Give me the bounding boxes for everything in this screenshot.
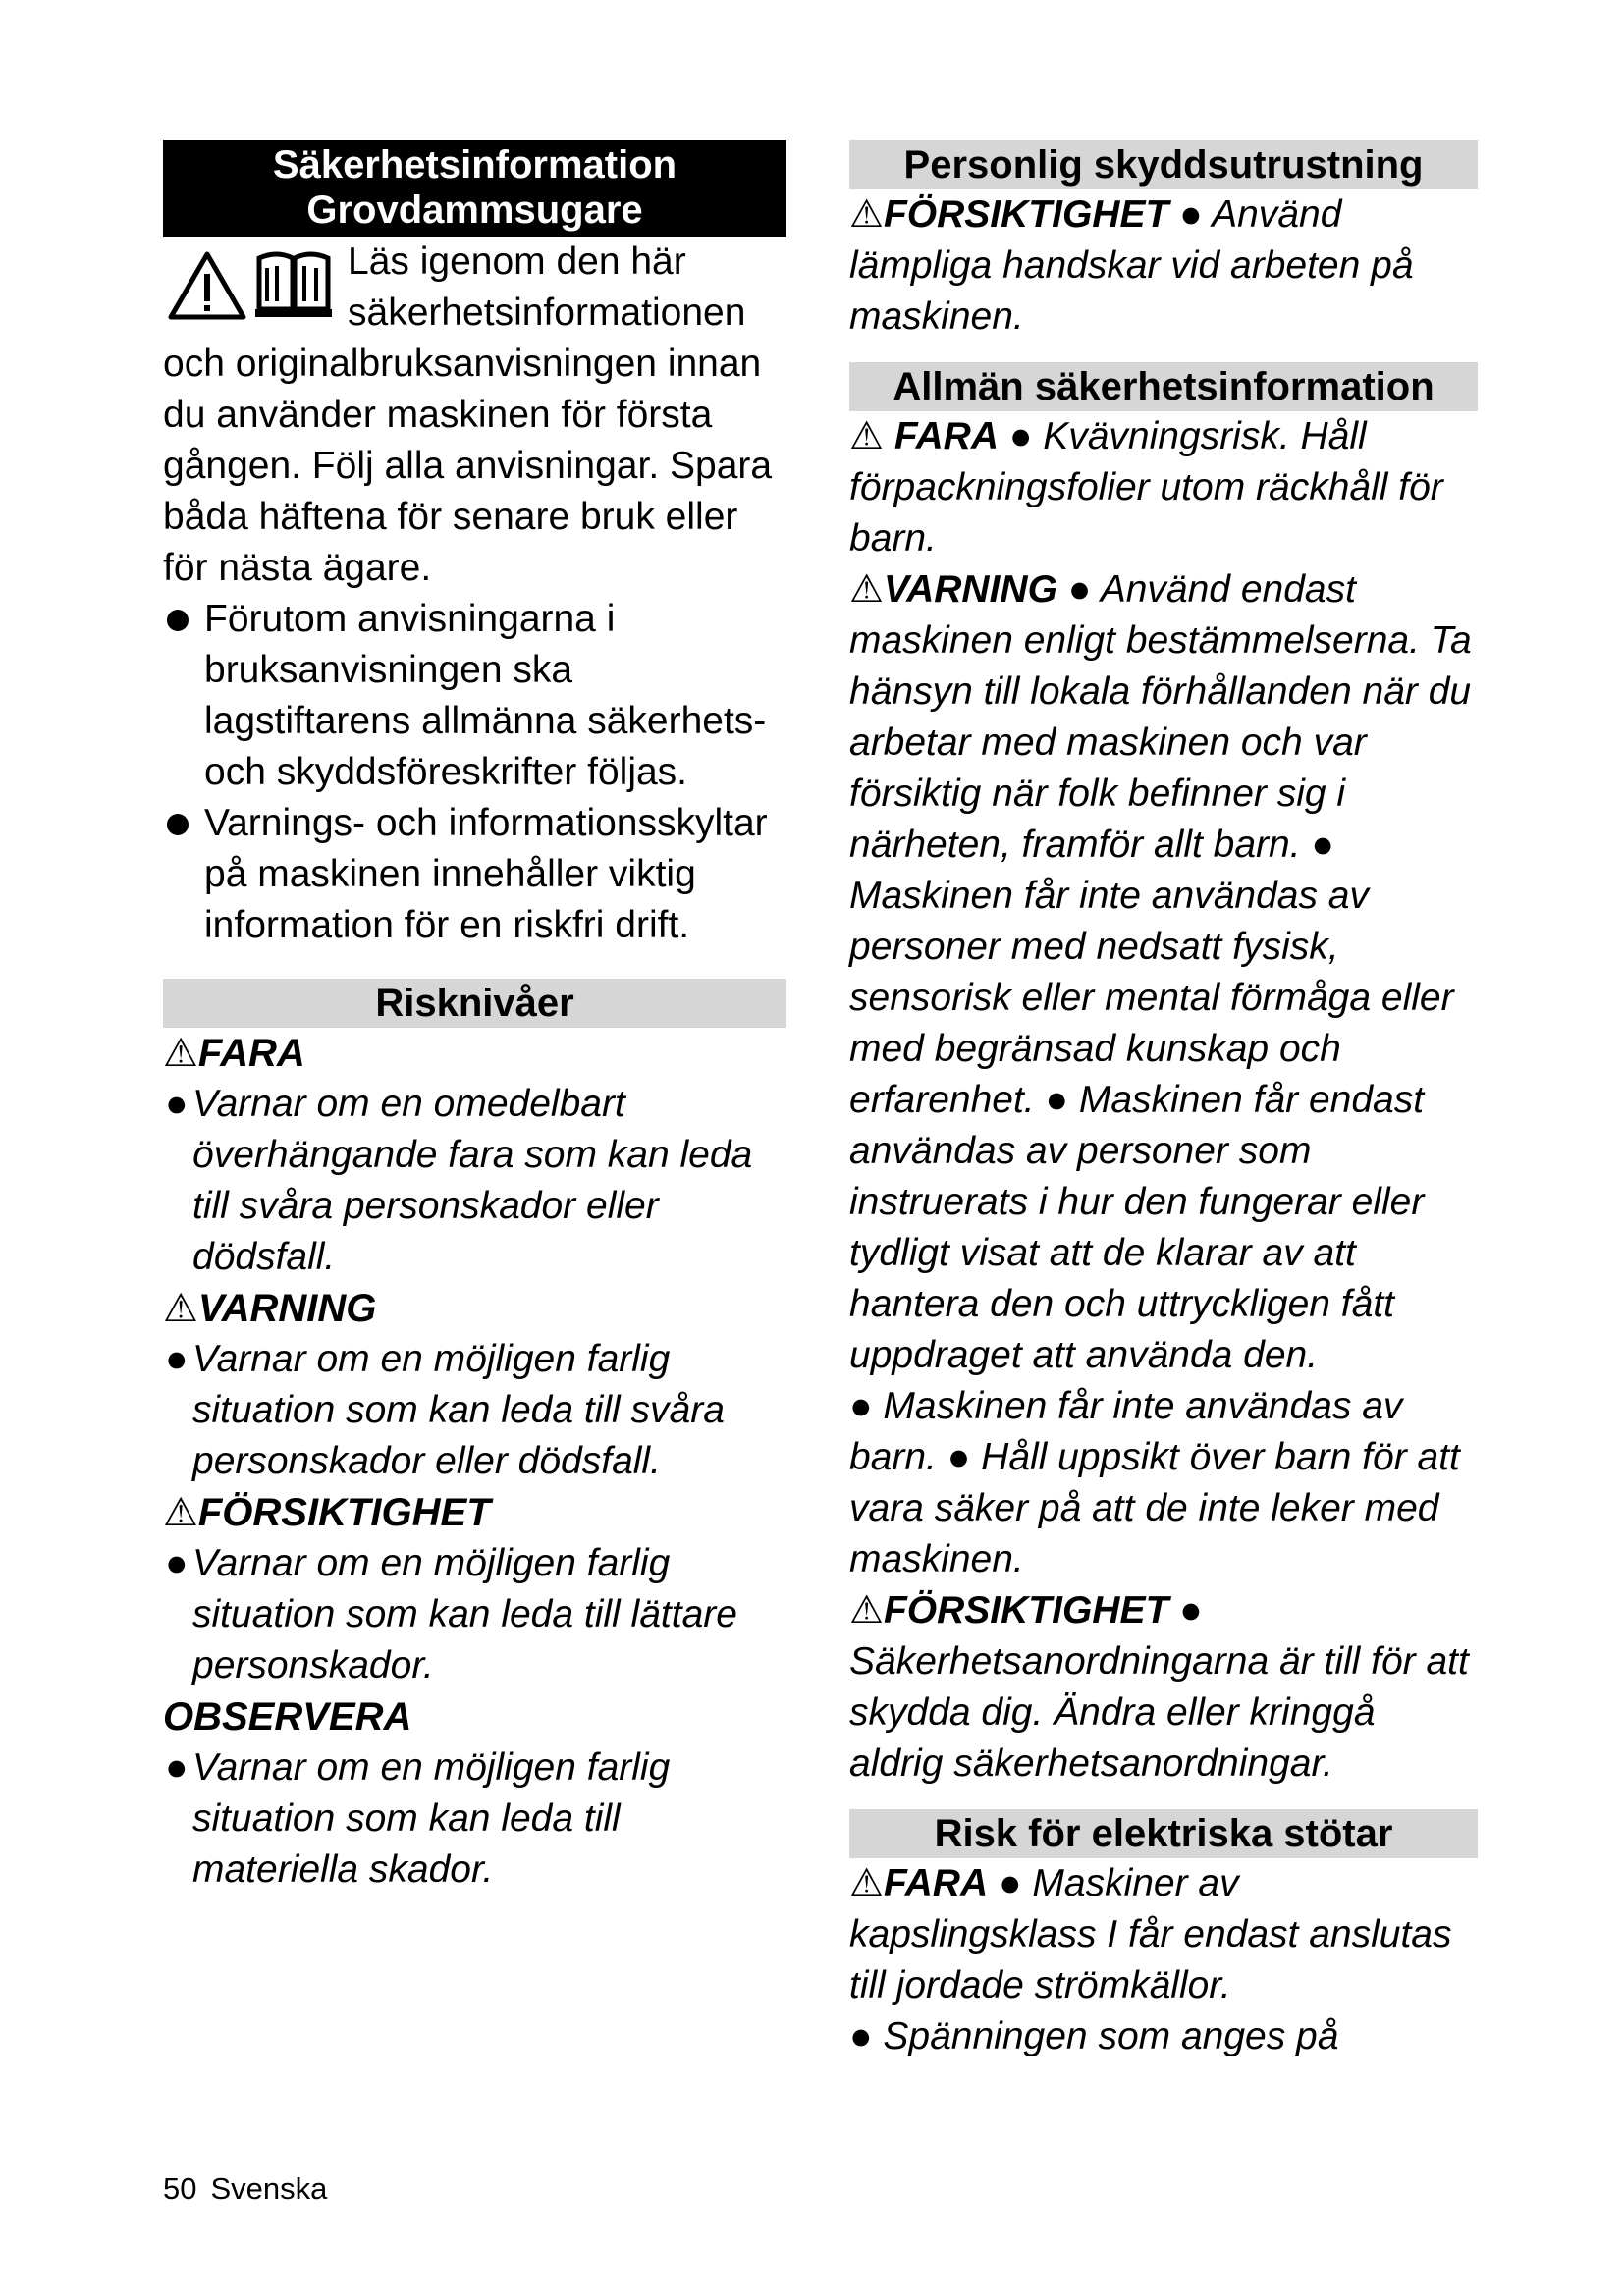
bullet-icon <box>167 610 189 631</box>
section-title-safety <box>163 140 786 237</box>
ppe-label: FÖRSIKTIGHET <box>883 193 1169 236</box>
general-varning-text2: Maskinen får inte användas av personer med nedsatt fysisk, sensorisk eller mental förmåga eller med begränsad kunskap och erfarenhet. <box>849 875 1454 1121</box>
list-item <box>163 798 786 951</box>
warning-triangle-icon: ⚠ <box>849 193 884 236</box>
bullet-icon: ● <box>165 1083 189 1125</box>
bullet-icon: ● <box>849 1385 873 1427</box>
level-heading-forsiktighet <box>163 1487 786 1538</box>
level-text: Varnar om en omedelbart överhängande fara som kan leda till svåra personskador eller dödsfall. <box>192 1083 753 1278</box>
warning-triangle-icon: ⚠ <box>163 1032 198 1075</box>
general-varning-label: VARNING <box>883 568 1057 611</box>
warning-triangle-icon: ⚠ <box>163 1491 198 1534</box>
right-column <box>849 140 1478 2062</box>
list-item <box>163 1742 786 1896</box>
intro-icons <box>163 237 344 335</box>
general-safety-heading: Allmän säkerhetsinformation <box>849 362 1478 411</box>
bullet-icon: ● <box>165 1338 189 1380</box>
manual-book-icon <box>253 244 334 319</box>
level-text: Varnar om en möjligen farlig situation som kan leda till materiella skador. <box>192 1746 671 1891</box>
bullet-icon: ● <box>1179 193 1203 236</box>
bullet-icon: ● <box>1008 415 1033 457</box>
general-forsiktighet-label: FÖRSIKTIGHET <box>883 1589 1169 1631</box>
footer-language: Svenska <box>210 2171 328 2206</box>
bullet-icon: ● <box>849 2015 873 2057</box>
general-fara-label: FARA <box>893 415 999 457</box>
risk-levels-heading: Risknivåer <box>163 979 786 1028</box>
ppe-text: Använd lämpliga handskar vid arbeten på maskinen. <box>849 193 1414 338</box>
electric-shock-heading: Risk för elektriska stötar <box>849 1809 1478 1858</box>
level-text: Varnar om en möjligen farlig situation som kan leda till svåra personskador eller dödsfall. <box>192 1338 725 1482</box>
electric-bullet-text: Spänningen som anges på <box>883 2015 1339 2057</box>
general-varning-text5: Håll uppsikt över barn för att vara säker på att de inte leker med maskinen. <box>849 1436 1460 1580</box>
bullet-icon: ● <box>1311 824 1334 866</box>
general-fara-text: Kvävningsrisk. Håll förpackningsfolier utom räckhåll för barn. <box>849 415 1443 560</box>
list-item <box>163 1079 786 1283</box>
warning-triangle-icon: ⚠ <box>849 568 884 611</box>
intro-text: Läs igenom den här säkerhetsinformationen och originalbruksanvisningen innan du använder maskinen för första gången. Följ alla anvisningar. Spara båda häftena för senare bruk eller för nästa ägare. <box>163 240 773 589</box>
ppe-heading: Personlig skyddsutrustning <box>849 140 1478 189</box>
list-item <box>163 594 786 798</box>
bullet-icon: ● <box>947 1436 971 1478</box>
warning-triangle-icon: ⚠ <box>849 415 884 457</box>
general-varning-text3: Maskinen får endast användas av personer som instruerats i hur den fungerar eller tydligt visat att de klarar av att hantera den och uttryckligen fått uppdraget att använda den. <box>849 1079 1425 1376</box>
level-heading-observera <box>163 1691 786 1742</box>
page-footer <box>163 2171 341 2207</box>
general-forsiktighet-text: Säkerhetsanordningarna är till för att skydda dig. Ändra eller kringgå aldrig säkerhetsanordningar. <box>849 1640 1469 1785</box>
list-item <box>163 1538 786 1691</box>
warning-triangle-icon: ⚠ <box>163 1287 198 1330</box>
general-fara-paragraph <box>849 411 1478 564</box>
bullet-icon: ● <box>998 1862 1022 1904</box>
level-label: OBSERVERA <box>163 1695 412 1738</box>
warning-triangle-icon <box>167 250 247 321</box>
level-label: VARNING <box>197 1287 377 1330</box>
section-title-line2: Grovdammsugare <box>306 188 643 232</box>
level-heading-varning <box>163 1283 786 1334</box>
page-number: 50 <box>163 2171 197 2206</box>
level-text: Varnar om en möjligen farlig situation som kan leda till lättare personskador. <box>192 1542 737 1686</box>
left-column <box>163 140 786 1896</box>
list-item <box>163 1334 786 1487</box>
general-varning-paragraph <box>849 564 1478 1585</box>
level-label: FARA <box>197 1032 305 1075</box>
level-heading-fara <box>163 1028 786 1079</box>
general-varning-text4: Maskinen får inte användas av barn. <box>849 1385 1403 1478</box>
bullet-text: Varnings- och informationsskyltar på maskinen innehåller viktig information för en riskfri drift. <box>204 802 768 946</box>
electric-fara-text: Maskiner av kapslingsklass I får endast anslutas till jordade strömkällor. <box>849 1862 1452 2006</box>
bullet-icon <box>167 814 189 835</box>
bullet-icon: ● <box>1045 1079 1069 1121</box>
warning-triangle-icon: ⚠ <box>849 1589 884 1631</box>
general-forsiktighet-paragraph <box>849 1585 1478 1789</box>
warning-triangle-icon: ⚠ <box>849 1862 884 1904</box>
intro-paragraph <box>163 237 786 594</box>
general-varning-text1: Använd endast maskinen enligt bestämmelserna. Ta hänsyn till lokala förhållanden när du arbetar med maskinen och var försiktig när folk befinner sig i närheten, framför allt barn. <box>849 568 1472 866</box>
bullet-text: Förutom anvisningarna i bruksanvisningen ska lagstiftarens allmänna säkerhets- och skyddsföreskrifter följas. <box>204 598 767 793</box>
bullet-icon: ● <box>1179 1589 1203 1631</box>
ppe-paragraph <box>849 189 1478 343</box>
bullet-icon: ● <box>165 1542 189 1584</box>
bullet-icon: ● <box>165 1746 189 1789</box>
electric-fara-paragraph <box>849 1858 1478 2062</box>
bullet-icon: ● <box>1067 568 1092 611</box>
electric-fara-label: FARA <box>883 1862 989 1904</box>
level-label: FÖRSIKTIGHET <box>197 1491 491 1534</box>
section-title-line1: Säkerhetsinformation <box>272 143 677 187</box>
